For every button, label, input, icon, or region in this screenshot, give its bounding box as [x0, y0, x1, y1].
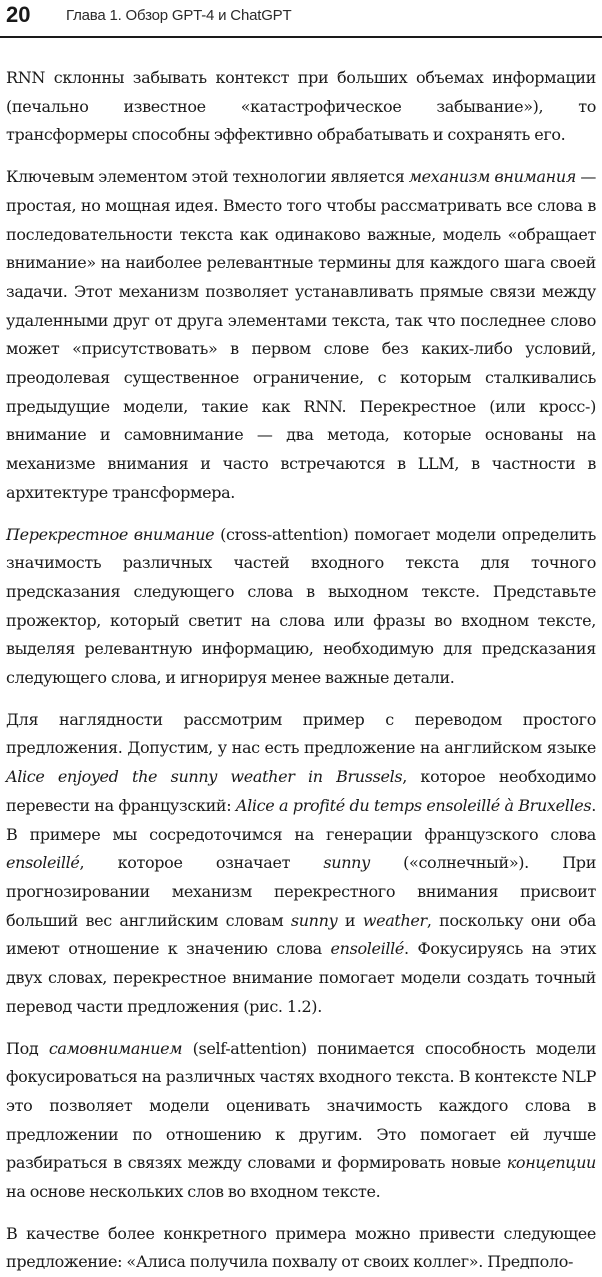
word-weather: weather — [362, 910, 427, 930]
text-run: (cross-attention) помогает модели определить значимость различных частей входного текста для точного предсказания следующего слова в выходном тексте. Представьте прожектор, который светит на слова или фразы во входном тексте, выделяя релевантную информацию, необходимую для предсказания следующего слова, и игнорируя менее важные детали. — [6, 524, 596, 688]
paragraph-4 — [6, 706, 596, 1022]
paragraph-3 — [6, 521, 596, 693]
text-run: на основе нескольких слов во входном тексте. — [6, 1182, 381, 1202]
paragraph-5 — [6, 1035, 596, 1207]
running-head: Глава 1. Обзор GPT-4 и ChatGPT — [66, 7, 292, 24]
page-header — [0, 0, 602, 40]
text-run: Под — [6, 1038, 49, 1058]
paragraph-1 — [6, 64, 596, 150]
text-run: , поскольку они оба имеют отношение к значению слова — [6, 910, 596, 959]
paragraph-2 — [6, 163, 596, 507]
text-run: , которое означает — [79, 853, 324, 873]
text-run: Для наглядности рассмотрим пример с переводом простого предложения. Допустим, у нас есть предложение на английском языке — [6, 709, 596, 758]
term-concepts: концепции — [506, 1153, 596, 1173]
text-run: — простая, но мощная идея. Вместо того чтобы рассматривать все слова в последовательности текста как одинаково важные, модель «обращает внимание» на наиболее релевантные термины для каждого шага своей задачи. Этот механизм позволяет устанавливать прямые связи между удаленными друг от друга элементами текста, так что последнее слово может «присутствовать» в первом слове без каких-либо условий, преодолевая существенное ограничение, с которым сталкивались предыдущие модели, такие как RNN. Перекрестное (или кросс-) внимание и самовнимание — два метода, которые основаны на механизме внимания и часто встречаются в LLM, в частности в архитектуре трансформера. — [6, 167, 597, 502]
page-number: 20 — [6, 2, 31, 27]
term-self-attention: самовниманием — [48, 1038, 183, 1058]
text-run: , которое необходимо перевести на французский: — [6, 767, 597, 815]
word-sunny: sunny — [323, 853, 370, 873]
word-ensoleille: ensoleillé — [6, 853, 80, 873]
text-run: Ключевым элементом этой технологии является — [6, 167, 409, 187]
text-run: (self-attention) понимается способность модели фокусироваться на различных частях входного текста. В контексте NLP это позволяет модели оценивать значимость каждого слова в предложении по отношению к другим. Это помогает ей лучше разбираться в связях между словами и формировать новые — [6, 1038, 597, 1173]
header-rule — [0, 36, 602, 38]
english-sentence: Alice enjoyed the sunny weather in Brussels — [6, 767, 403, 787]
body-text — [6, 64, 596, 1277]
word-sunny: sunny — [290, 910, 338, 930]
word-ensoleille: ensoleillé — [330, 939, 405, 959]
text-run: . Фокусируясь на этих двух словах, перекрестное внимание помогает модели создать точный перевод части предложения (рис. 1.2). — [6, 939, 597, 1016]
text-run: («солнечный»). При прогнозировании механизм перекрестного внимания присвоит больший вес английским словам — [6, 853, 597, 930]
text-run: В качестве более конкретного примера можно привести следующее предложение: «Алиса получила похвалу от своих коллег». Предполо- — [6, 1223, 596, 1272]
term-attention-mechanism: механизм внимания — [408, 167, 577, 187]
term-cross-attention: Перекрестное внимание — [6, 524, 215, 544]
paragraph-6 — [6, 1220, 596, 1277]
text-run: RNN склонны забывать контекст при больших объемах информации (печально известное «катастрофическое забывание»), то трансформеры способны эффективно обрабатывать и сохранять его. — [6, 68, 596, 145]
text-run: и — [337, 910, 363, 930]
text-run: . В примере мы сосредоточимся на генерации французского слова — [6, 795, 596, 844]
french-sentence: Alice a profité du temps ensoleillé à Bruxelles — [235, 795, 592, 815]
